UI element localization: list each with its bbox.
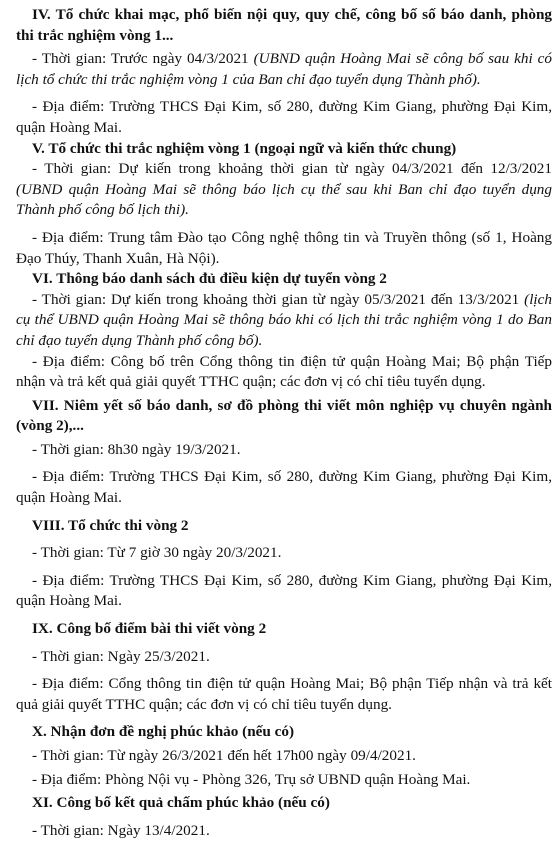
- section-heading-v: V. Tổ chức thi trắc nghiệm vòng 1 (ngoại ngữ và kiến thức chung): [32, 139, 457, 157]
- section-iv-time: - Thời gian: Trước ngày 04/3/2021 (UBND quận Hoàng Mai sẽ công bố sau khi có lịch tổ chức thi trắc nghiệm vòng 1 của Ban chỉ đạo tuyển dụng Thành phố).: [16, 50, 552, 88]
- section-ix-location: - Địa điểm: Cổng thông tin điện tử quận Hoàng Mai; Bộ phận Tiếp nhận và trả kết quả giải quyết TTHC quận; các đơn vị có chỉ tiêu tuyển dụng.: [16, 675, 552, 713]
- section-xi-time: - Thời gian: Ngày 13/4/2021.: [32, 821, 210, 839]
- section-heading-xi: XI. Công bố kết quả chấm phúc khảo (nếu có): [32, 794, 330, 812]
- section-heading-vi: VI. Thông báo danh sách đủ điều kiện dự tuyển vòng 2: [32, 270, 387, 288]
- section-vi-time: - Thời gian: Dự kiến trong khoảng thời gian từ ngày 05/3/2021 đến 13/3/2021 (lịch cụ thể UBND quận Hoàng Mai sẽ thông báo khi có lịch thi trắc nghiệm vòng 1 do Ban chỉ đạo tuyển dụng Thành phố công bố).: [16, 290, 552, 349]
- section-vii-location: - Địa điểm: Trường THCS Đại Kim, số 280, đường Kim Giang, phường Đại Kim, quận Hoàng Mai.: [16, 468, 552, 507]
- section-heading-iv: IV. Tổ chức khai mạc, phổ biến nội quy, quy chế, công bố số báo danh, phòng thi trắc nghiệm vòng 1...: [16, 6, 552, 44]
- section-viii-location: - Địa điểm: Trường THCS Đại Kim, số 280, đường Kim Giang, phường Đại Kim, quận Hoàng Mai.: [16, 571, 552, 610]
- section-iv-location: - Địa điểm: Trường THCS Đại Kim, số 280, đường Kim Giang, phường Đại Kim, quận Hoàng Mai.: [16, 98, 552, 136]
- section-x-time: - Thời gian: Từ ngày 26/3/2021 đến hết 17h00 ngày 09/4/2021.: [32, 747, 416, 764]
- section-v-location: - Địa điểm: Trung tâm Đào tạo Công nghệ thông tin và Truyền thông (số 1, Hoàng Đạo Thúy, Thanh Xuân, Hà Nội).: [16, 228, 552, 267]
- section-heading-viii: VIII. Tổ chức thi vòng 2: [32, 516, 189, 534]
- section-heading-ix: IX. Công bố điểm bài thi viết vòng 2: [32, 620, 267, 638]
- section-vii-time: - Thời gian: 8h30 ngày 19/3/2021.: [32, 440, 241, 458]
- section-heading-x: X. Nhận đơn đề nghị phúc khảo (nếu có): [32, 723, 295, 741]
- section-v-time: - Thời gian: Dự kiến trong khoảng thời gian từ ngày 04/3/2021 đến 12/3/2021 (UBND quận Hoàng Mai sẽ thông báo lịch cụ thể sau khi Ban chỉ đạo tuyển dụng Thành phố công bố lịch thi).: [16, 160, 552, 219]
- section-vi-location: - Địa điểm: Công bố trên Cổng thông tin điện tử quận Hoàng Mai; Bộ phận Tiếp nhận và trả kết quả giải quyết TTHC quận; các đơn vị có chỉ tiêu tuyển dụng.: [16, 352, 552, 391]
- section-heading-vii: VII. Niêm yết số báo danh, sơ đồ phòng thi viết môn nghiệp vụ chuyên ngành (vòng 2),...: [16, 396, 552, 435]
- section-x-location: - Địa điểm: Phòng Nội vụ - Phòng 326, Trụ sở UBND quận Hoàng Mai.: [32, 770, 471, 788]
- section-ix-time: - Thời gian: Ngày 25/3/2021.: [32, 647, 210, 665]
- section-viii-time: - Thời gian: Từ 7 giờ 30 ngày 20/3/2021.: [32, 544, 282, 562]
